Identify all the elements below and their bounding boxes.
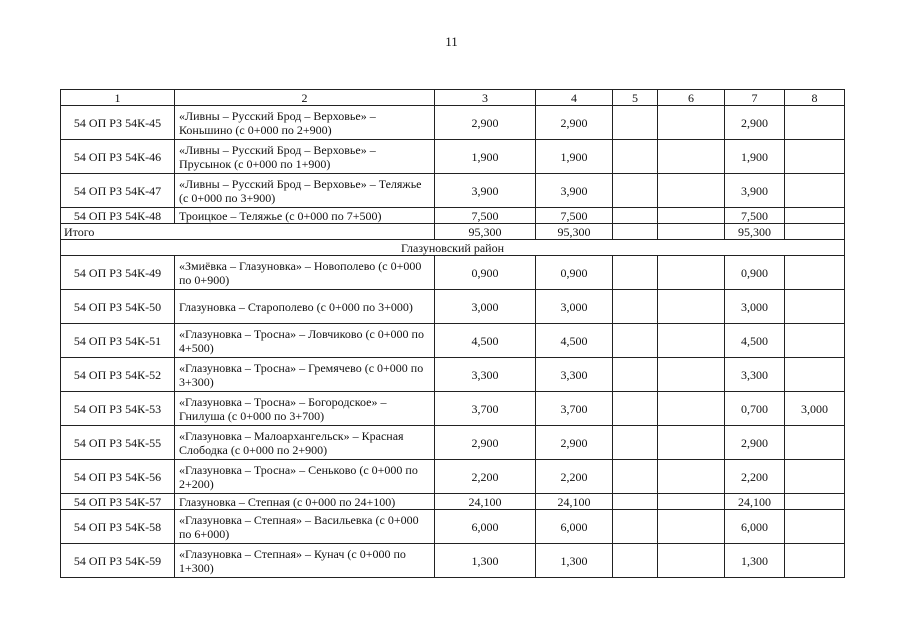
value-cell xyxy=(785,544,845,578)
road-code-cell: 54 ОП РЗ 54К-57 xyxy=(61,494,175,510)
value-cell xyxy=(785,208,845,224)
value-cell xyxy=(785,358,845,392)
value-cell xyxy=(658,208,725,224)
road-code-cell: 54 ОП РЗ 54К-50 xyxy=(61,290,175,324)
value-cell: 1,900 xyxy=(435,140,536,174)
value-cell: 1,300 xyxy=(435,544,536,578)
value-cell xyxy=(613,324,658,358)
value-cell xyxy=(613,174,658,208)
value-cell: 4,500 xyxy=(536,324,613,358)
value-cell: 3,900 xyxy=(536,174,613,208)
value-cell: 2,900 xyxy=(725,106,785,140)
value-cell: 1,300 xyxy=(725,544,785,578)
total-value-cell: 95,300 xyxy=(725,224,785,240)
value-cell xyxy=(613,460,658,494)
road-name-cell: «Глазуновка – Тросна» – Сеньково (с 0+000 по 2+200) xyxy=(175,460,435,494)
table-row xyxy=(61,290,845,324)
value-cell xyxy=(613,544,658,578)
value-cell: 6,000 xyxy=(435,510,536,544)
value-cell xyxy=(658,256,725,290)
value-cell: 3,000 xyxy=(785,392,845,426)
value-cell: 2,900 xyxy=(435,106,536,140)
value-cell: 7,500 xyxy=(536,208,613,224)
value-cell xyxy=(658,392,725,426)
table-body xyxy=(61,90,845,578)
road-code-cell: 54 ОП РЗ 54К-56 xyxy=(61,460,175,494)
value-cell: 7,500 xyxy=(435,208,536,224)
table-row xyxy=(61,106,845,140)
value-cell xyxy=(658,510,725,544)
value-cell: 3,900 xyxy=(435,174,536,208)
value-cell: 3,300 xyxy=(725,358,785,392)
value-cell: 24,100 xyxy=(725,494,785,510)
road-code-cell: 54 ОП РЗ 54К-51 xyxy=(61,324,175,358)
value-cell xyxy=(613,106,658,140)
table-row xyxy=(61,510,845,544)
road-name-cell: Глазуновка – Степная (с 0+000 по 24+100) xyxy=(175,494,435,510)
value-cell xyxy=(785,256,845,290)
value-cell: 3,000 xyxy=(435,290,536,324)
total-value-cell: 95,300 xyxy=(435,224,536,240)
value-cell: 3,700 xyxy=(536,392,613,426)
road-name-cell: Глазуновка – Старополево (с 0+000 по 3+000) xyxy=(175,290,435,324)
section-title: Глазуновский район xyxy=(61,240,845,256)
value-cell xyxy=(613,510,658,544)
header-row xyxy=(61,90,845,106)
value-cell xyxy=(658,460,725,494)
value-cell xyxy=(658,426,725,460)
total-value-cell xyxy=(613,224,658,240)
value-cell xyxy=(613,208,658,224)
value-cell xyxy=(613,290,658,324)
road-name-cell: «Глазуновка – Тросна» – Гремячево (с 0+000 по 3+300) xyxy=(175,358,435,392)
value-cell xyxy=(613,426,658,460)
header-cell: 7 xyxy=(725,90,785,106)
header-cell: 1 xyxy=(61,90,175,106)
road-name-cell: «Глазуновка – Тросна» – Богородское» – Гнилуша (с 0+000 по 3+700) xyxy=(175,392,435,426)
value-cell: 1,900 xyxy=(725,140,785,174)
road-code-cell: 54 ОП РЗ 54К-59 xyxy=(61,544,175,578)
road-name-cell: «Глазуновка – Малоархангельск» – Красная Слободка (с 0+000 по 2+900) xyxy=(175,426,435,460)
total-label: Итого xyxy=(61,224,435,240)
value-cell xyxy=(785,460,845,494)
road-code-cell: 54 ОП РЗ 54К-48 xyxy=(61,208,175,224)
table-row xyxy=(61,256,845,290)
value-cell xyxy=(613,358,658,392)
value-cell: 2,200 xyxy=(725,460,785,494)
value-cell xyxy=(613,140,658,174)
total-value-cell xyxy=(658,224,725,240)
road-code-cell: 54 ОП РЗ 54К-46 xyxy=(61,140,175,174)
road-code-cell: 54 ОП РЗ 54К-53 xyxy=(61,392,175,426)
road-code-cell: 54 ОП РЗ 54К-49 xyxy=(61,256,175,290)
value-cell: 3,000 xyxy=(536,290,613,324)
value-cell: 3,300 xyxy=(435,358,536,392)
value-cell: 4,500 xyxy=(435,324,536,358)
table-row xyxy=(61,460,845,494)
table-row xyxy=(61,140,845,174)
value-cell xyxy=(613,392,658,426)
total-row xyxy=(61,224,845,240)
header-cell: 3 xyxy=(435,90,536,106)
value-cell xyxy=(613,494,658,510)
value-cell: 0,900 xyxy=(435,256,536,290)
road-name-cell: «Глазуновка – Степная» – Васильевка (с 0+000 по 6+000) xyxy=(175,510,435,544)
roads-table xyxy=(60,89,845,578)
value-cell xyxy=(658,494,725,510)
road-name-cell: Троицкое – Теляжье (с 0+000 по 7+500) xyxy=(175,208,435,224)
value-cell xyxy=(785,140,845,174)
value-cell xyxy=(658,324,725,358)
table-row xyxy=(61,544,845,578)
value-cell: 7,500 xyxy=(725,208,785,224)
road-code-cell: 54 ОП РЗ 54К-55 xyxy=(61,426,175,460)
page-number: 11 xyxy=(445,34,458,49)
value-cell: 1,900 xyxy=(536,140,613,174)
road-name-cell: «Ливны – Русский Брод – Верховье» – Теляжье (с 0+000 по 3+900) xyxy=(175,174,435,208)
value-cell xyxy=(785,426,845,460)
section-row xyxy=(61,240,845,256)
value-cell: 3,300 xyxy=(536,358,613,392)
road-code-cell: 54 ОП РЗ 54К-52 xyxy=(61,358,175,392)
value-cell: 1,300 xyxy=(536,544,613,578)
value-cell: 0,900 xyxy=(536,256,613,290)
road-name-cell: «Ливны – Русский Брод – Верховье» – Коньшино (с 0+000 по 2+900) xyxy=(175,106,435,140)
value-cell xyxy=(785,174,845,208)
value-cell xyxy=(658,174,725,208)
value-cell xyxy=(785,106,845,140)
value-cell xyxy=(785,290,845,324)
value-cell: 2,900 xyxy=(435,426,536,460)
value-cell xyxy=(658,140,725,174)
table-row xyxy=(61,324,845,358)
value-cell: 4,500 xyxy=(725,324,785,358)
total-value-cell: 95,300 xyxy=(536,224,613,240)
value-cell xyxy=(658,544,725,578)
header-cell: 4 xyxy=(536,90,613,106)
header-cell: 8 xyxy=(785,90,845,106)
value-cell: 2,200 xyxy=(536,460,613,494)
value-cell: 3,000 xyxy=(725,290,785,324)
value-cell xyxy=(785,494,845,510)
value-cell xyxy=(613,256,658,290)
value-cell: 0,700 xyxy=(725,392,785,426)
road-code-cell: 54 ОП РЗ 54К-58 xyxy=(61,510,175,544)
road-code-cell: 54 ОП РЗ 54К-47 xyxy=(61,174,175,208)
value-cell: 2,900 xyxy=(536,426,613,460)
value-cell: 2,900 xyxy=(725,426,785,460)
total-value-cell xyxy=(785,224,845,240)
value-cell: 6,000 xyxy=(536,510,613,544)
table-row xyxy=(61,494,845,510)
value-cell xyxy=(658,290,725,324)
value-cell: 6,000 xyxy=(725,510,785,544)
header-cell: 2 xyxy=(175,90,435,106)
value-cell xyxy=(785,324,845,358)
table-row xyxy=(61,358,845,392)
value-cell: 24,100 xyxy=(536,494,613,510)
value-cell: 2,900 xyxy=(536,106,613,140)
road-code-cell: 54 ОП РЗ 54К-45 xyxy=(61,106,175,140)
value-cell: 2,200 xyxy=(435,460,536,494)
value-cell xyxy=(658,358,725,392)
table-row xyxy=(61,426,845,460)
value-cell xyxy=(785,510,845,544)
value-cell xyxy=(658,106,725,140)
value-cell: 3,900 xyxy=(725,174,785,208)
table-row xyxy=(61,208,845,224)
header-cell: 5 xyxy=(613,90,658,106)
value-cell: 24,100 xyxy=(435,494,536,510)
road-name-cell: «Глазуновка – Тросна» – Ловчиково (с 0+000 по 4+500) xyxy=(175,324,435,358)
road-name-cell: «Змиёвка – Глазуновка» – Новополево (с 0+000 по 0+900) xyxy=(175,256,435,290)
header-cell: 6 xyxy=(658,90,725,106)
table-row xyxy=(61,174,845,208)
table-row xyxy=(61,392,845,426)
value-cell: 3,700 xyxy=(435,392,536,426)
road-name-cell: «Глазуновка – Степная» – Кунач (с 0+000 по 1+300) xyxy=(175,544,435,578)
value-cell: 0,900 xyxy=(725,256,785,290)
road-name-cell: «Ливны – Русский Брод – Верховье» – Прусынок (с 0+000 по 1+900) xyxy=(175,140,435,174)
